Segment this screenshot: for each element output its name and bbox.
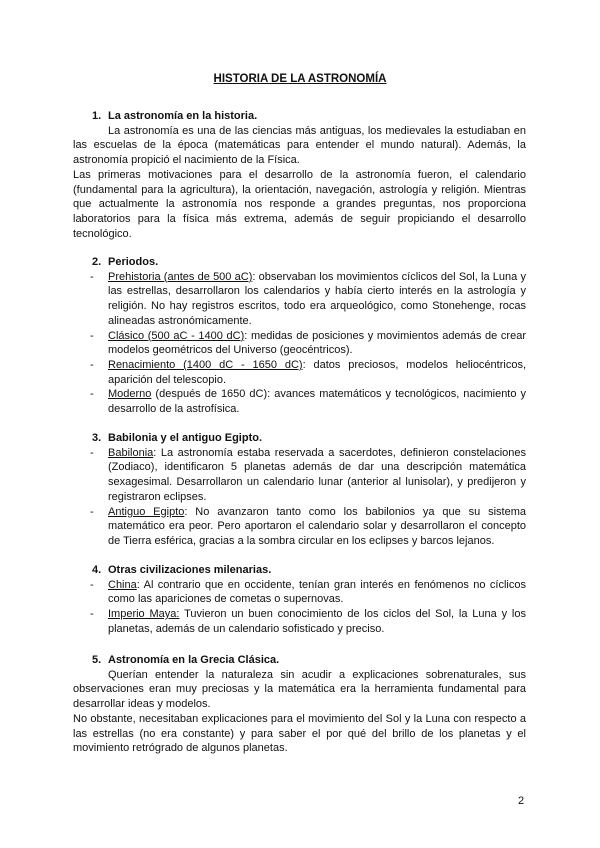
list-term: Antiguo Egipto [108, 505, 185, 518]
section-title: Otras civilizaciones milenarias. [108, 564, 272, 576]
list-term: Renacimiento (1400 dC - 1650 dC) [108, 358, 303, 371]
section-2 [73, 255, 526, 417]
list-term: China [108, 578, 137, 591]
list-item: - Antiguo Egipto: No avanzaron tanto como los babilonios ya que su sistema matemático era peor. Pero aportaron el calendario solar y desarrollaron el concepto de Tierra esférica, gracias a la sombra circular en los eclipses y barcos lejanos. [90, 505, 526, 547]
section-number: 4. [92, 564, 102, 576]
list-item: - Babilonia: La astronomía estaba reservada a sacerdotes, definieron constelaciones (Zodiaco), identificaron 5 planetas además de dar una descripción matemática sexagesimal. Desarrollaron un calendario lunar (anterior al lunisolar), y predijeron y registraron eclipses. [90, 446, 526, 503]
list-text: (después de 1650 dC): avances matemáticos y tecnológicos, nacimiento y desarrollo de la astrofísica. [108, 388, 526, 416]
section-heading [73, 653, 526, 668]
list-item: - Clásico (500 aC - 1400 dC): medidas de posiciones y movimientos además de crear modelos geométricos del Universo (geocéntricos). [90, 329, 526, 357]
section-number: 1. [92, 110, 102, 122]
list-item: - Renacimiento (1400 dC - 1650 dC): datos preciosos, modelos heliocéntricos, aparición del telescopio. [90, 358, 527, 386]
section-title: La astronomía en la historia. [108, 110, 258, 122]
section-number: 2. [92, 256, 102, 268]
list-term: Prehistoria (antes de 500 aC) [108, 270, 253, 283]
list-text: : medidas de posiciones y movimientos además de crear modelos geométricos del Universo (geocéntricos). [108, 329, 526, 357]
section-4 [73, 563, 526, 637]
list-term: Babilonia [108, 446, 154, 459]
section-heading [73, 431, 526, 446]
list-item: - Moderno (después de 1650 dC): avances matemáticos y tecnológicos, nacimiento y desarrollo de la astrofísica. [90, 388, 526, 416]
section-1 [73, 109, 526, 241]
list-text: : observaban los movimientos cíclicos del Sol, la Luna y las estrellas, desarrollaron los calendarios y había cierto interés en la astrología y religión. No hay registros escritos, todo era arqueológico, como Stonehenge, rocas alineadas astronómicamente. [108, 270, 526, 327]
list-text: Tuvieron un buen conocimiento de los ciclos del Sol, la Luna y los planetas, además de un calendario sofisticado y preciso. [108, 608, 526, 635]
list-text: : No avanzaron tanto como los babilonios ya que su sistema matemático era peor. Pero aportaron el calendario solar y desarrollaron el concepto de Tierra esférica, gracias a la sombra circular en los eclipses y barcos lejanos. [108, 505, 526, 547]
list-term: Clásico (500 aC - 1400 dC) [108, 329, 245, 342]
list-item: - China: Al contrario que en occidente, tenían gran interés en fenómenos no cíclicos como las apariciones de cometas o supernovas. [90, 578, 526, 606]
list-term: Moderno [108, 388, 152, 401]
section-title: Astronomía en la Grecia Clásica. [108, 654, 280, 666]
section-3 [73, 431, 526, 549]
paragraph: Las primeras motivaciones para el desarrollo de la astronomía fueron, el calendario (fundamental para la agricultura), la orientación, navegación, astrología y religión. Mientras que actualmente la astronomía nos responde a grandes preguntas, nos proporciona laboratorios para la física más extrema, además de seguir propiciando el desarrollo tecnológico. [73, 168, 526, 240]
paragraph: La astronomía es una de las ciencias más antiguas, los medievales la estudiaban en las escuelas de la época (matemáticas para entender el mundo natural). Además, la astronomía propició el nacimiento de la Física. [73, 124, 526, 167]
list-item: - Imperio Maya: Tuvieron un buen conocimiento de los ciclos del Sol, la Luna y los planetas, además de un calendario sofisticado y preciso. [90, 608, 526, 635]
section-title: Periodos. [108, 256, 159, 268]
section-number: 5. [92, 654, 102, 666]
section-heading [73, 109, 526, 124]
list-item: - Prehistoria (antes de 500 aC): observaban los movimientos cíclicos del Sol, la Luna y las estrellas, desarrollaron los calendarios y había cierto interés en la astrología y religión. No hay registros escritos, todo era arqueológico, como Stonehenge, rocas alineadas astronómicamente. [90, 270, 526, 327]
section-title: Babilonia y el antiguo Egipto. [108, 432, 263, 444]
section-heading [73, 563, 526, 578]
section-heading [73, 255, 526, 270]
page-number: 2 [518, 795, 525, 807]
section-number: 3. [92, 432, 102, 444]
paragraph: No obstante, necesitaban explicaciones para el movimiento del Sol y la Luna con respecto a las estrellas (no era constante) y para saber el por qué del brillo de los planetas y el movimiento retrógrado de algunos planetas. [73, 712, 526, 755]
list-term: Imperio Maya: [108, 608, 180, 621]
list-text: : La astronomía estaba reservada a sacerdotes, definieron constelaciones (Zodiaco), identificaron 5 planetas además de dar una descripción matemática sexagesimal. Desarrollaron un calendario lunar (anterior al lunisolar), y predijeron y registraron eclipses. [108, 446, 526, 503]
list-text: : Al contrario que en occidente, tenían gran interés en fenómenos no cíclicos como las apariciones de cometas o supernovas. [108, 578, 526, 606]
section-5 [73, 653, 526, 756]
list-text: : datos preciosos, modelos heliocéntricos, aparición del telescopio. [108, 358, 527, 386]
paragraph: Querían entender la naturaleza sin acudir a explicaciones sobrenaturales, sus observaciones eran muy preciosas y la matemática era la herramienta fundamental para desarrollar ideas y modelos. [73, 668, 526, 711]
document-title: HISTORIA DE LA ASTRONOMÍA [213, 73, 387, 85]
